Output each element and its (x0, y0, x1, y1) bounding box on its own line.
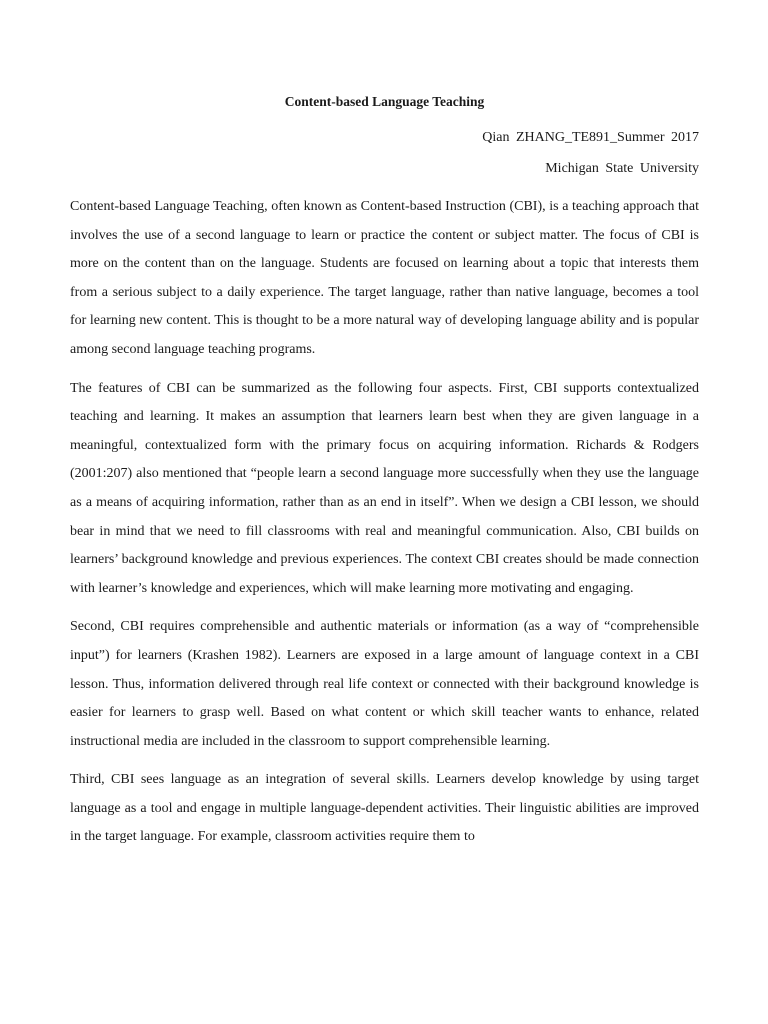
affiliation-line: Michigan State University (545, 161, 699, 176)
paragraph-1: Content-based Language Teaching, often known as Content-based Instruction (CBI), is a teaching approach that involves the use of a second language to learn or practice the content or subject matter. The focus of CBI is more on the content than on the language. Students are focused on learning about a topic that interests them from a serious subject to a daily experience. The target language, rather than native language, becomes a tool for learning new content. This is thought to be a more natural way of developing language ability and is popular among second language teaching programs. (70, 199, 699, 357)
paragraph-4: Third, CBI sees language as an integration of several skills. Learners develop knowledge by using target language as a tool and engage in multiple language-dependent activities. Their linguistic abilities are improved in the target language. For example, classroom activities require them to (70, 772, 699, 845)
document-title: Content-based Language Teaching (284, 94, 485, 109)
author-line: Qian ZHANG_TE891_Summer 2017 (482, 130, 699, 145)
document-body (70, 193, 699, 862)
paragraph-3: Second, CBI requires comprehensible and authentic materials or information (as a way of “comprehensible input”) for learners (Krashen 1982). Learners are exposed in a large amount of language context in a CBI lesson. Thus, information delivered through real life context or connected with their background knowledge is easier for learners to grasp well. Based on what content or which skill teacher wants to enhance, related instructional media are included in the classroom to support comprehensible learning. (70, 619, 699, 749)
paragraph-2: The features of CBI can be summarized as the following four aspects. First, CBI supports contextualized teaching and learning. It makes an assumption that learners learn best when they are given language in a meaningful, contextualized form with the primary focus on acquiring information. Richards & Rodgers (2001:207) also mentioned that “people learn a second language more successfully when they use the language as a means of acquiring information, rather than as an end in itself”. When we design a CBI lesson, we should bear in mind that we need to fill classrooms with real and meaningful communication. Also, CBI builds on learners’ background knowledge and previous experiences. The context CBI creates should be made connection with learner’s knowledge and experiences, which will make learning more motivating and engaging. (70, 380, 699, 596)
